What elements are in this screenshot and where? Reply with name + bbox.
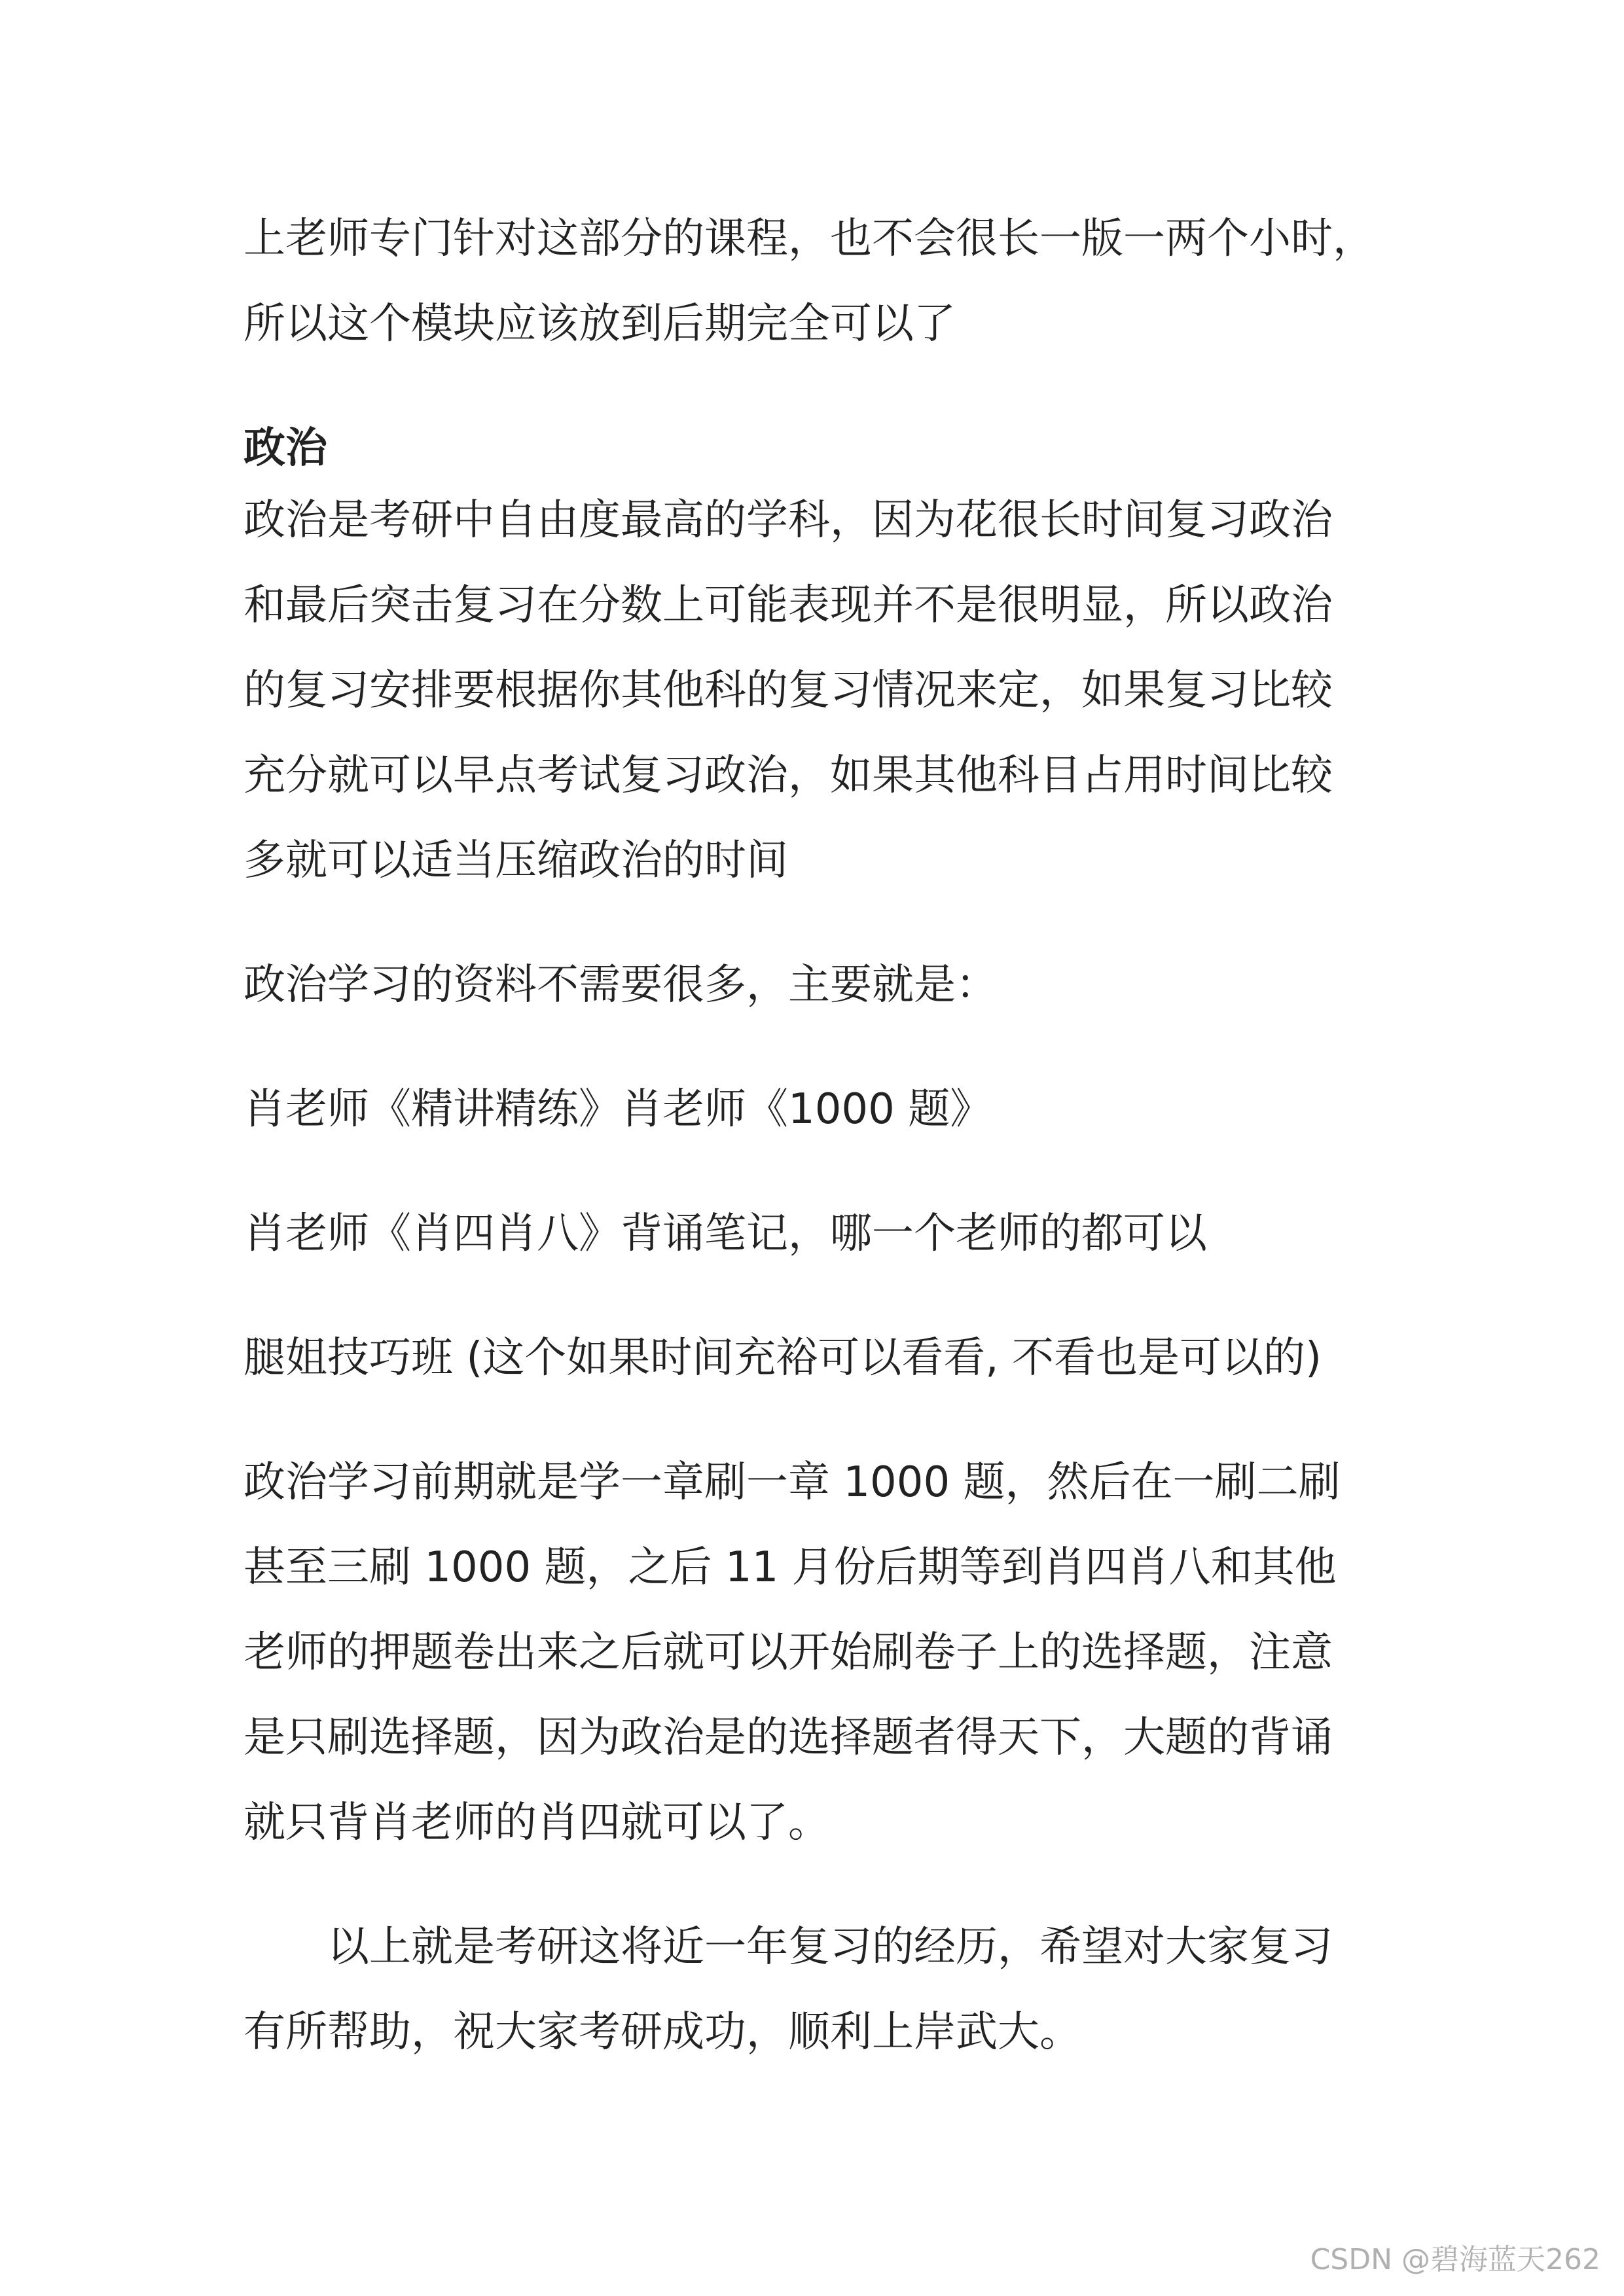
intro-paragraph xyxy=(244,196,1382,367)
paragraph-line: 和最后突击复习在分数上可能表现并不是很明显，所以政治 xyxy=(244,581,1333,630)
material-item-3 xyxy=(244,1316,1382,1401)
material-item-2 xyxy=(244,1191,1382,1276)
politics-intro-paragraph xyxy=(244,478,1382,903)
paragraph-line: 有所帮助，祝大家考研成功，顺利上岸武大。 xyxy=(244,2008,1081,2056)
materials-intro-paragraph xyxy=(244,942,1382,1028)
paragraph-line: 腿姐技巧班 (这个如果时间充裕可以看看, 不看也是可以的) xyxy=(244,1334,1322,1382)
paragraph-line: 的复习安排要根据你其他科的复习情况来定，如果复习比较 xyxy=(244,666,1333,715)
study-plan-paragraph xyxy=(244,1440,1382,1865)
paragraph-line: 肖老师《精讲精练》肖老师《1000 题》 xyxy=(244,1085,992,1134)
paragraph-line: 政治是考研中自由度最高的学科，因为花很长时间复习政治 xyxy=(244,496,1333,545)
paragraph-line: 多就可以适当压缩政治的时间 xyxy=(244,836,788,885)
paragraph-line: 是只刷选择题，因为政治是的选择题者得天下，大题的背诵 xyxy=(244,1713,1333,1762)
csdn-watermark: CSDN @碧海蓝天262 xyxy=(1310,2243,1600,2276)
paragraph-line: 老师的押题卷出来之后就可以开始刷卷子上的选择题，注意 xyxy=(244,1628,1333,1677)
paragraph-line: 以上就是考研这将近一年复习的经历，希望对大家复习 xyxy=(327,1923,1333,1971)
paragraph-line: 政治学习前期就是学一章刷一章 1000 题，然后在一刷二刷 xyxy=(244,1458,1341,1507)
document-body xyxy=(244,196,1382,2114)
conclusion-paragraph xyxy=(244,1905,1382,2075)
paragraph-line: 所以这个模块应该放到后期完全可以了 xyxy=(244,300,956,348)
paragraph-line: 甚至三刷 1000 题，之后 11 月份后期等到肖四肖八和其他 xyxy=(244,1543,1337,1592)
paragraph-line: 肖老师《肖四肖八》背诵笔记，哪一个老师的都可以 xyxy=(244,1210,1207,1258)
material-item-1 xyxy=(244,1067,1382,1152)
paragraph-line: 充分就可以早点考试复习政治，如果其他科目占用时间比较 xyxy=(244,751,1333,800)
paragraph-line: 上老师专门针对这部分的课程，也不会很长一版一两个小时， xyxy=(244,215,1375,263)
paragraph-line: 政治学习的资料不需要很多，主要就是： xyxy=(244,961,998,1009)
section-heading-politics: 政治 xyxy=(244,424,327,473)
paragraph-line: 就只背肖老师的肖四就可以了。 xyxy=(244,1799,830,1847)
